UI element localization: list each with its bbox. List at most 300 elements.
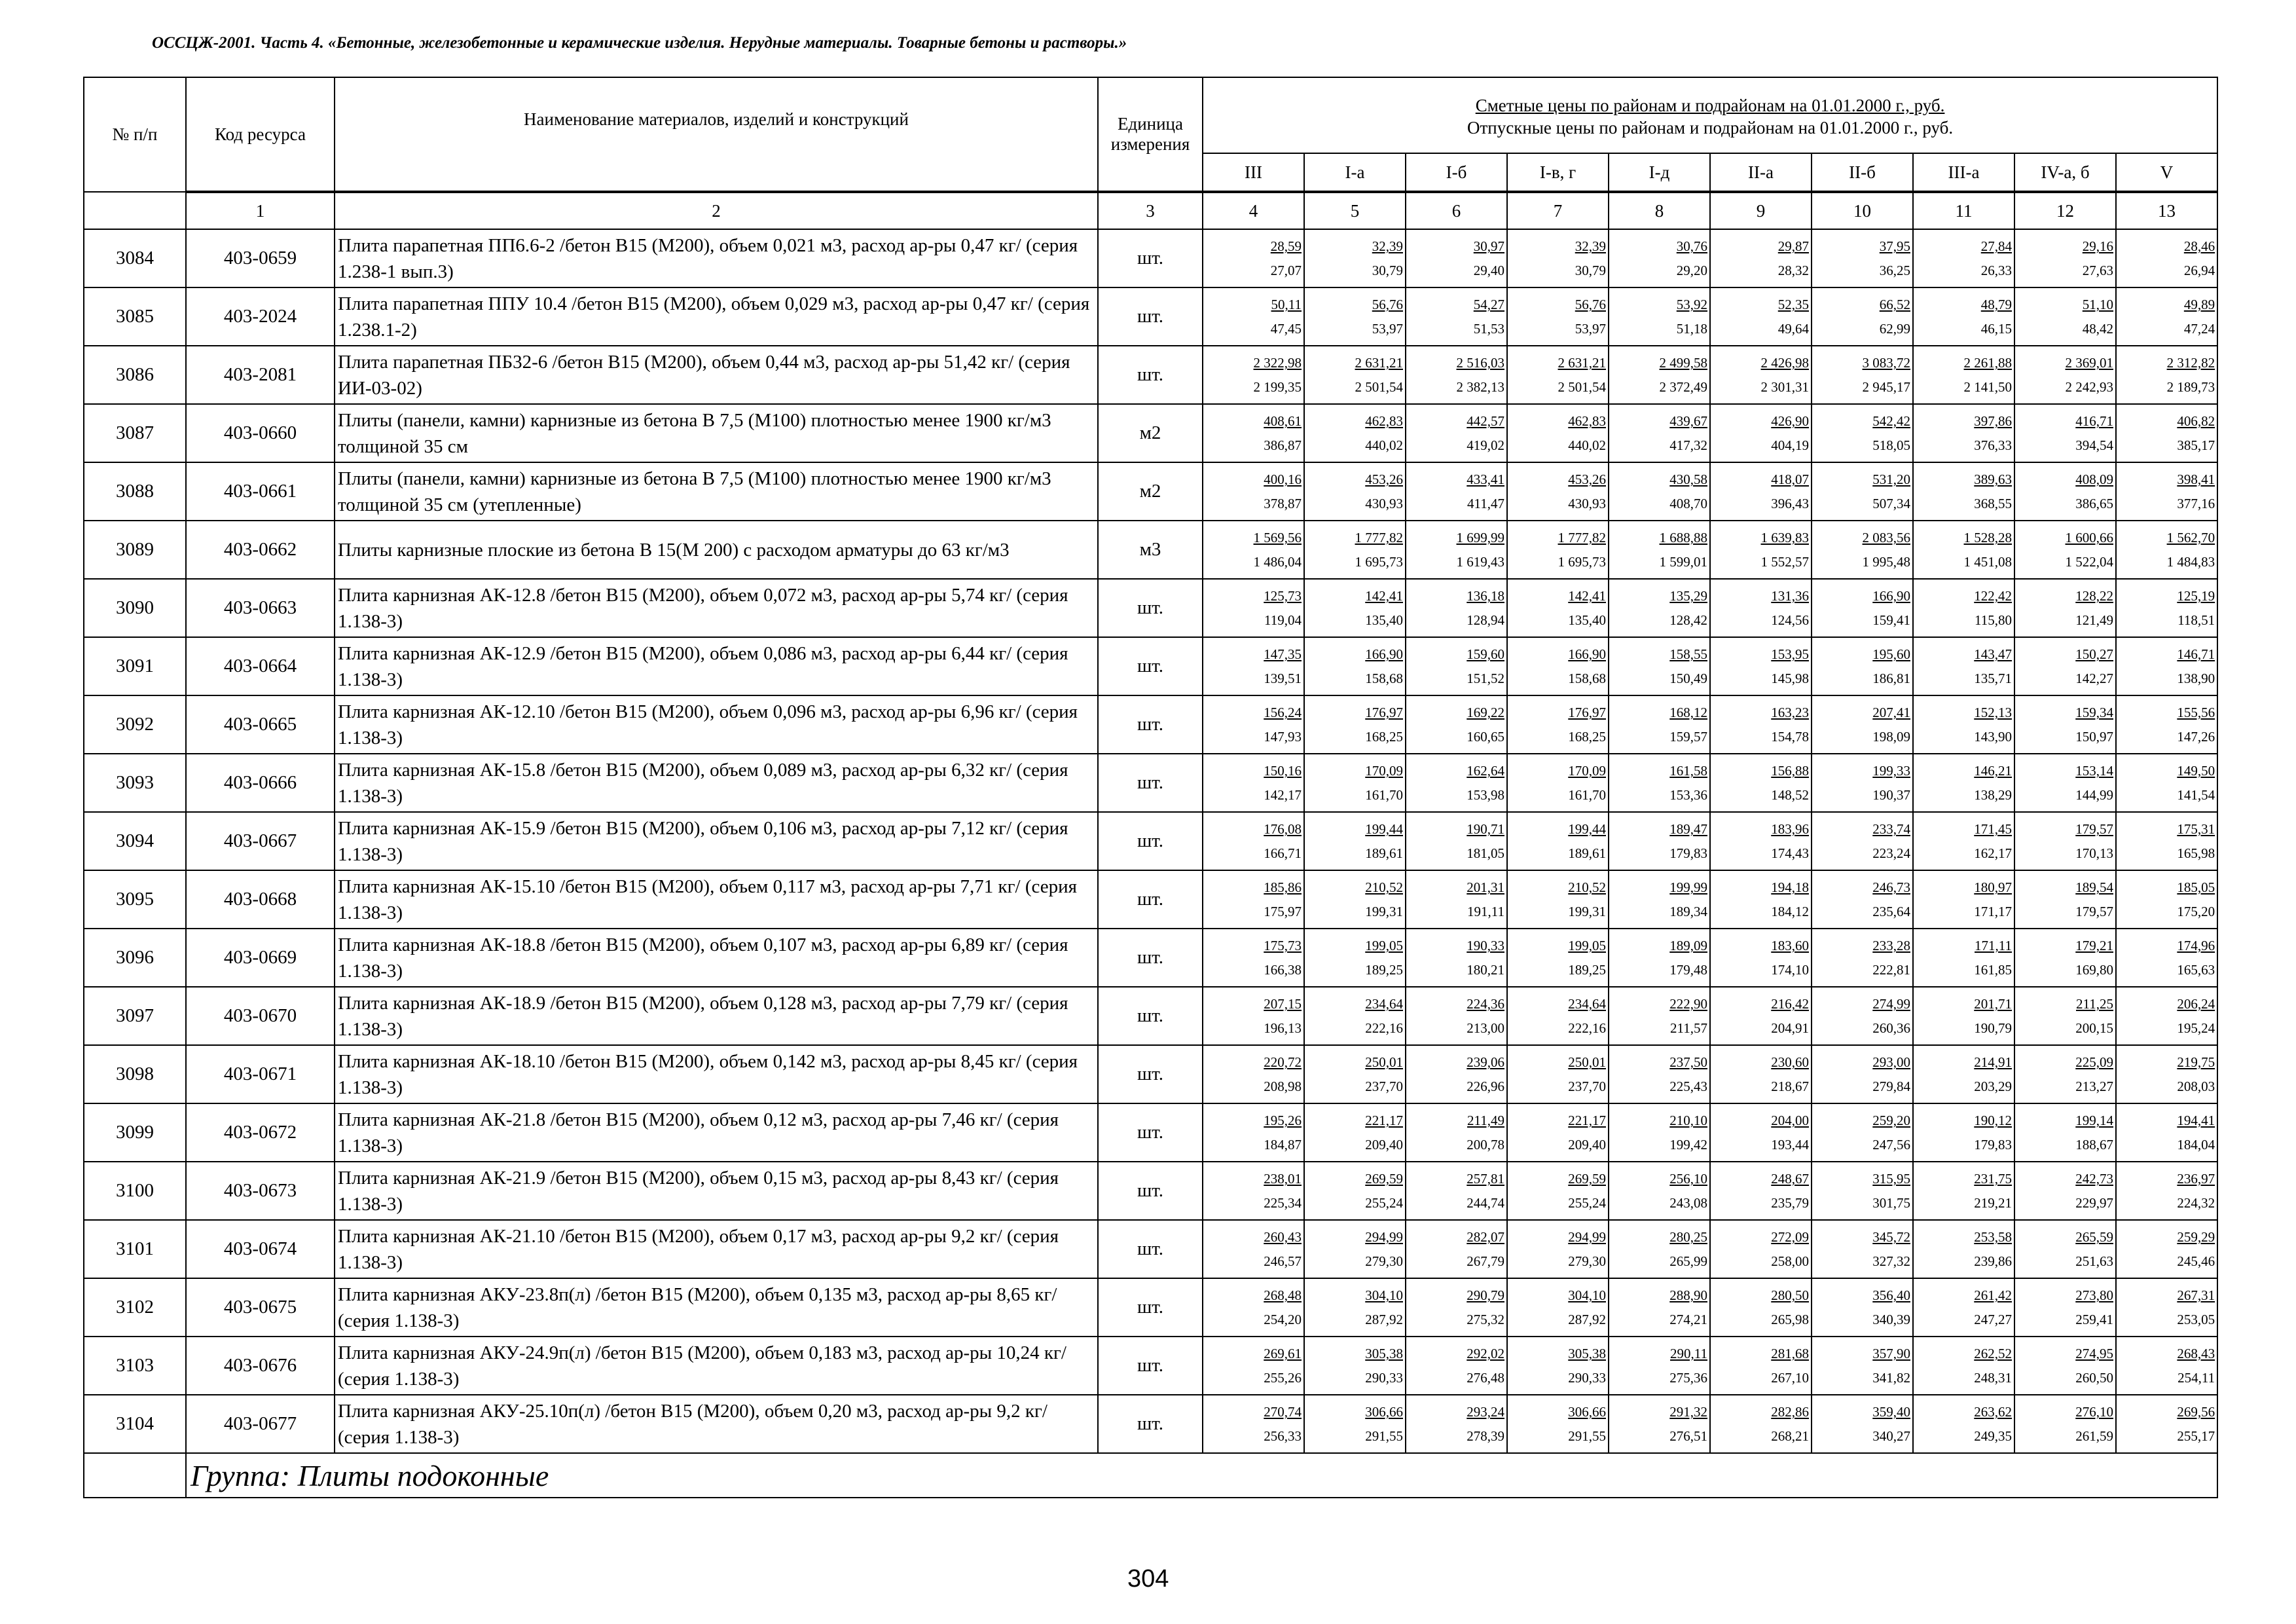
estimate-price: 152,13 <box>1974 705 2012 720</box>
release-price: 135,40 <box>1365 612 1403 628</box>
release-price: 145,98 <box>1771 671 1809 686</box>
estimate-price: 201,31 <box>1467 879 1504 895</box>
table-row <box>84 1045 2217 1103</box>
release-price: 275,36 <box>1669 1370 1707 1386</box>
price-cell <box>2014 1103 2116 1162</box>
release-price: 162,17 <box>1974 845 2012 861</box>
estimate-price: 146,21 <box>1974 763 2012 779</box>
price-cell <box>1609 1220 1710 1278</box>
estimate-price: 155,56 <box>2177 705 2215 720</box>
price-cell <box>1710 1220 1812 1278</box>
release-price: 224,32 <box>2177 1195 2215 1211</box>
estimate-price: 53,92 <box>1676 297 1707 312</box>
price-cell <box>1913 579 2014 637</box>
estimate-price: 282,07 <box>1467 1229 1504 1245</box>
material-name: Плита карнизная АК-21.10 /бетон B15 (М200), объем 0,17 м3, расход ар-ры 9,2 кг/ (серия 1.138-3) <box>335 1220 1098 1278</box>
unit-of-measure: шт. <box>1098 1045 1203 1103</box>
release-price: 1 451,08 <box>1963 554 2012 570</box>
row-number: 3084 <box>84 229 186 287</box>
estimate-price: 406,82 <box>2177 413 2215 429</box>
row-number: 3100 <box>84 1162 186 1220</box>
resource-code: 403-0676 <box>186 1337 335 1395</box>
estimate-price: 442,57 <box>1467 413 1504 429</box>
estimate-price: 180,97 <box>1974 879 2012 895</box>
release-price: 255,17 <box>2177 1428 2215 1444</box>
table-body <box>84 229 2217 1498</box>
price-cell <box>1304 1045 1406 1103</box>
release-price: 2 242,93 <box>2065 379 2113 395</box>
price-cell <box>1304 1278 1406 1337</box>
release-price: 184,87 <box>1264 1137 1302 1153</box>
price-cell <box>1913 462 2014 521</box>
price-cell <box>2116 521 2217 579</box>
release-price: 430,93 <box>1365 496 1403 511</box>
estimate-price: 153,95 <box>1771 646 1809 662</box>
table-row <box>84 987 2217 1045</box>
price-cell <box>1913 1162 2014 1220</box>
price-cell <box>1812 987 1913 1045</box>
estimate-price: 294,99 <box>1568 1229 1606 1245</box>
price-cell <box>1406 695 1507 754</box>
resource-code: 403-0661 <box>186 462 335 521</box>
estimate-price: 189,09 <box>1669 938 1707 953</box>
price-cell <box>1406 579 1507 637</box>
estimate-price: 183,60 <box>1771 938 1809 953</box>
price-cell <box>1507 637 1609 695</box>
price-cell <box>1203 870 1304 929</box>
estimate-price: 210,10 <box>1669 1113 1707 1128</box>
release-price: 47,24 <box>2183 321 2215 337</box>
price-cell <box>1913 1337 2014 1395</box>
estimate-price: 199,14 <box>2075 1113 2113 1128</box>
price-cell <box>1203 637 1304 695</box>
estimate-price: 135,29 <box>1669 588 1707 604</box>
resource-code: 403-0665 <box>186 695 335 754</box>
release-price: 278,39 <box>1467 1428 1504 1444</box>
price-cell <box>1913 287 2014 346</box>
price-cell <box>1304 870 1406 929</box>
resource-code: 403-0670 <box>186 987 335 1045</box>
price-cell <box>1203 404 1304 462</box>
release-price: 200,78 <box>1467 1137 1504 1153</box>
estimate-price: 220,72 <box>1264 1054 1302 1070</box>
release-price: 186,81 <box>1872 671 1910 686</box>
price-cell <box>1203 754 1304 812</box>
release-price: 29,40 <box>1473 263 1504 278</box>
header-colnum: 5 <box>1304 192 1406 229</box>
header-region: IV-а, б <box>2014 153 2116 192</box>
price-cell <box>1507 754 1609 812</box>
release-price: 260,36 <box>1872 1020 1910 1036</box>
table-row <box>84 870 2217 929</box>
price-cell <box>1609 1395 1710 1453</box>
price-cell <box>1304 287 1406 346</box>
estimate-price: 315,95 <box>1872 1171 1910 1187</box>
estimate-price: 195,60 <box>1872 646 1910 662</box>
row-number: 3089 <box>84 521 186 579</box>
estimate-price: 32,39 <box>1372 238 1403 254</box>
estimate-price: 462,83 <box>1365 413 1403 429</box>
estimate-price: 199,99 <box>1669 879 1707 895</box>
resource-code: 403-0674 <box>186 1220 335 1278</box>
price-cell <box>2014 637 2116 695</box>
price-cell <box>1609 229 1710 287</box>
release-price: 2 382,13 <box>1456 379 1504 395</box>
release-price: 200,15 <box>2075 1020 2113 1036</box>
estimate-price: 2 312,82 <box>2166 355 2215 371</box>
column-number-row <box>84 192 2217 229</box>
price-cell <box>1710 346 1812 404</box>
header-colnum: 9 <box>1710 192 1812 229</box>
release-price: 404,19 <box>1771 437 1809 453</box>
price-cell <box>1304 1337 1406 1395</box>
release-price: 417,32 <box>1669 437 1707 453</box>
price-cell <box>1812 346 1913 404</box>
price-cell <box>1507 229 1609 287</box>
unit-of-measure: шт. <box>1098 1395 1203 1453</box>
release-price: 235,79 <box>1771 1195 1809 1211</box>
price-cell <box>1203 695 1304 754</box>
release-price: 168,25 <box>1568 729 1606 745</box>
estimate-price: 170,09 <box>1365 763 1403 779</box>
price-cell <box>1812 1220 1913 1278</box>
price-cell <box>1609 695 1710 754</box>
row-number: 3085 <box>84 287 186 346</box>
release-price: 62,99 <box>1879 321 1910 337</box>
price-cell <box>1812 695 1913 754</box>
release-price: 141,54 <box>2177 787 2215 803</box>
release-price: 161,85 <box>1974 962 2012 978</box>
price-cell <box>1710 754 1812 812</box>
header-colnum: 10 <box>1812 192 1913 229</box>
release-price: 2 501,54 <box>1355 379 1403 395</box>
material-name: Плита карнизная АК-15.10 /бетон B15 (М200), объем 0,117 м3, расход ар-ры 7,71 кг/ (серия 1.138-3) <box>335 870 1098 929</box>
release-price: 139,51 <box>1264 671 1302 686</box>
release-price: 274,21 <box>1669 1312 1707 1327</box>
release-price: 419,02 <box>1467 437 1504 453</box>
estimate-price: 2 369,01 <box>2065 355 2113 371</box>
estimate-price: 294,99 <box>1365 1229 1403 1245</box>
estimate-price: 28,46 <box>2183 238 2215 254</box>
estimate-price: 221,17 <box>1568 1113 1606 1128</box>
table-row <box>84 754 2217 812</box>
release-price: 267,79 <box>1467 1253 1504 1269</box>
price-cell <box>1609 1278 1710 1337</box>
estimate-price: 179,21 <box>2075 938 2113 953</box>
price-cell <box>1406 287 1507 346</box>
estimate-price: 260,43 <box>1264 1229 1302 1245</box>
release-price: 260,50 <box>2075 1370 2113 1386</box>
price-cell <box>1203 229 1304 287</box>
price-cell <box>1913 1045 2014 1103</box>
document-header: ОССЦЖ-2001. Часть 4. «Бетонные, железобетонные и керамические изделия. Нерудные материалы. Товарные бетоны и растворы.» <box>152 34 1127 52</box>
price-cell <box>2014 754 2116 812</box>
table-row <box>84 521 2217 579</box>
estimate-price: 27,84 <box>1980 238 2012 254</box>
price-cell <box>1913 521 2014 579</box>
release-price: 2 189,73 <box>2166 379 2215 395</box>
resource-code: 403-0659 <box>186 229 335 287</box>
price-cell <box>1203 1278 1304 1337</box>
price-cell <box>1609 637 1710 695</box>
release-price: 259,41 <box>2075 1312 2113 1327</box>
release-price: 119,04 <box>1264 612 1302 628</box>
release-price: 378,87 <box>1264 496 1302 511</box>
price-cell <box>1406 1278 1507 1337</box>
row-number: 3101 <box>84 1220 186 1278</box>
material-name: Плита карнизная АК-15.8 /бетон B15 (М200), объем 0,089 м3, расход ар-ры 6,32 кг/ (серия 1.138-3) <box>335 754 1098 812</box>
release-price: 225,43 <box>1669 1079 1707 1094</box>
price-cell <box>1507 1395 1609 1453</box>
row-number: 3088 <box>84 462 186 521</box>
estimate-price: 256,10 <box>1669 1171 1707 1187</box>
price-cell <box>1609 1045 1710 1103</box>
header-region: I-д <box>1609 153 1710 192</box>
row-number: 3098 <box>84 1045 186 1103</box>
header-colnum: 13 <box>2116 192 2217 229</box>
unit-of-measure: м3 <box>1098 521 1203 579</box>
price-cell <box>1812 1395 1913 1453</box>
release-price: 1 995,48 <box>1862 554 1910 570</box>
table-row <box>84 812 2217 870</box>
estimate-price: 29,16 <box>2082 238 2113 254</box>
unit-of-measure: шт. <box>1098 1278 1203 1337</box>
row-number: 3096 <box>84 929 186 987</box>
release-price: 261,59 <box>2075 1428 2113 1444</box>
estimate-price: 211,25 <box>2076 996 2113 1012</box>
header-prices-estimate: Сметные цены по районам и подрайонам на 01.01.2000 г., руб. <box>1475 96 1945 115</box>
header-region: II-б <box>1812 153 1913 192</box>
estimate-price: 211,49 <box>1467 1113 1504 1128</box>
release-price: 193,44 <box>1771 1137 1809 1153</box>
unit-of-measure: шт. <box>1098 579 1203 637</box>
release-price: 1 522,04 <box>2065 554 2113 570</box>
estimate-price: 1 777,82 <box>1558 530 1606 545</box>
estimate-price: 37,95 <box>1879 238 1910 254</box>
price-cell <box>1406 346 1507 404</box>
price-cell <box>1304 404 1406 462</box>
material-name: Плита карнизная АК-18.10 /бетон B15 (М200), объем 0,142 м3, расход ар-ры 8,45 кг/ (серия 1.138-3) <box>335 1045 1098 1103</box>
table-row <box>84 1278 2217 1337</box>
estimate-price: 2 322,98 <box>1253 355 1302 371</box>
estimate-price: 49,89 <box>2183 297 2215 312</box>
estimate-price: 288,90 <box>1669 1287 1707 1303</box>
header-region: I-а <box>1304 153 1406 192</box>
release-price: 128,94 <box>1467 612 1504 628</box>
release-price: 256,33 <box>1264 1428 1302 1444</box>
estimate-price: 1 639,83 <box>1760 530 1809 545</box>
release-price: 160,65 <box>1467 729 1504 745</box>
release-price: 327,32 <box>1872 1253 1910 1269</box>
release-price: 199,31 <box>1365 904 1403 919</box>
release-price: 179,57 <box>2075 904 2113 919</box>
estimate-price: 125,73 <box>1264 588 1302 604</box>
release-price: 138,29 <box>1974 787 2012 803</box>
estimate-price: 224,36 <box>1467 996 1504 1012</box>
price-cell <box>1913 1395 2014 1453</box>
price-cell <box>2116 462 2217 521</box>
estimate-price: 293,00 <box>1872 1054 1910 1070</box>
estimate-price: 273,80 <box>2075 1287 2113 1303</box>
release-price: 49,64 <box>1777 321 1809 337</box>
release-price: 169,80 <box>2075 962 2113 978</box>
release-price: 53,97 <box>1372 321 1403 337</box>
header-unit: Единица измерения <box>1098 77 1203 192</box>
price-cell <box>1812 1337 1913 1395</box>
estimate-price: 199,44 <box>1365 821 1403 837</box>
material-name: Плита карнизная АК-18.8 /бетон B15 (М200), объем 0,107 м3, расход ар-ры 6,89 кг/ (серия 1.138-3) <box>335 929 1098 987</box>
release-price: 247,27 <box>1974 1312 2012 1327</box>
unit-of-measure: шт. <box>1098 870 1203 929</box>
release-price: 147,93 <box>1264 729 1302 745</box>
estimate-price: 30,76 <box>1676 238 1707 254</box>
release-price: 121,49 <box>2075 612 2113 628</box>
release-price: 1 619,43 <box>1456 554 1504 570</box>
release-price: 204,91 <box>1771 1020 1809 1036</box>
estimate-price: 54,27 <box>1473 297 1504 312</box>
estimate-price: 269,61 <box>1264 1346 1302 1361</box>
price-cell <box>2116 1162 2217 1220</box>
estimate-price: 234,64 <box>1568 996 1606 1012</box>
row-number: 3094 <box>84 812 186 870</box>
header-region: III <box>1203 153 1304 192</box>
estimate-price: 30,97 <box>1473 238 1504 254</box>
release-price: 290,33 <box>1365 1370 1403 1386</box>
estimate-price: 416,71 <box>2075 413 2113 429</box>
price-cell <box>1913 870 2014 929</box>
row-number: 3091 <box>84 637 186 695</box>
estimate-price: 221,17 <box>1365 1113 1403 1128</box>
header-colnum: 4 <box>1203 192 1304 229</box>
release-price: 385,17 <box>2177 437 2215 453</box>
release-price: 148,52 <box>1771 787 1809 803</box>
price-cell <box>1406 1103 1507 1162</box>
price-cell <box>1304 1103 1406 1162</box>
price-cell <box>1913 812 2014 870</box>
price-cell <box>2116 929 2217 987</box>
estimate-price: 162,64 <box>1467 763 1504 779</box>
price-cell <box>2116 287 2217 346</box>
price-cell <box>1710 637 1812 695</box>
release-price: 226,96 <box>1467 1079 1504 1094</box>
estimate-price: 389,63 <box>1974 471 2012 487</box>
release-price: 222,16 <box>1365 1020 1403 1036</box>
release-price: 147,26 <box>2177 729 2215 745</box>
release-price: 36,25 <box>1879 263 1910 278</box>
estimate-price: 142,41 <box>1365 588 1403 604</box>
estimate-price: 150,27 <box>2075 646 2113 662</box>
estimate-price: 2 499,58 <box>1659 355 1707 371</box>
price-cell <box>2116 1220 2217 1278</box>
release-price: 258,00 <box>1771 1253 1809 1269</box>
header-colnum: 2 <box>335 192 1098 229</box>
release-price: 291,55 <box>1568 1428 1606 1444</box>
price-cell <box>2014 462 2116 521</box>
estimate-price: 222,90 <box>1669 996 1707 1012</box>
price-cell <box>1203 1395 1304 1453</box>
price-cell <box>1609 754 1710 812</box>
estimate-price: 125,19 <box>2177 588 2215 604</box>
release-price: 1 599,01 <box>1659 554 1707 570</box>
estimate-price: 207,15 <box>1264 996 1302 1012</box>
estimate-price: 142,41 <box>1568 588 1606 604</box>
release-price: 209,40 <box>1568 1137 1606 1153</box>
price-cell <box>1203 287 1304 346</box>
estimate-price: 246,73 <box>1872 879 1910 895</box>
header-prices <box>1203 77 2217 153</box>
estimate-price: 166,90 <box>1872 588 1910 604</box>
price-cell <box>2116 346 2217 404</box>
material-name: Плита карнизная АК-12.10 /бетон B15 (М200), объем 0,096 м3, расход ар-ры 6,96 кг/ (серия 1.138-3) <box>335 695 1098 754</box>
row-number: 3095 <box>84 870 186 929</box>
estimate-price: 257,81 <box>1467 1171 1504 1187</box>
estimate-price: 270,74 <box>1264 1404 1302 1420</box>
price-cell <box>2014 929 2116 987</box>
release-price: 175,20 <box>2177 904 2215 919</box>
price-cell <box>1507 287 1609 346</box>
row-number: 3093 <box>84 754 186 812</box>
price-cell <box>2116 1045 2217 1103</box>
price-cell <box>1304 462 1406 521</box>
price-cell <box>1304 521 1406 579</box>
estimate-price: 2 426,98 <box>1760 355 1809 371</box>
release-price: 51,53 <box>1473 321 1504 337</box>
price-cell <box>1710 1162 1812 1220</box>
price-cell <box>1812 929 1913 987</box>
price-cell <box>1710 287 1812 346</box>
price-cell <box>2116 637 2217 695</box>
page-number: 304 <box>1127 1565 1169 1593</box>
estimate-price: 166,90 <box>1365 646 1403 662</box>
header-colnum: 1 <box>186 192 335 229</box>
release-price: 51,18 <box>1676 321 1707 337</box>
estimate-price: 206,24 <box>2177 996 2215 1012</box>
release-price: 268,21 <box>1771 1428 1809 1444</box>
resource-code: 403-0677 <box>186 1395 335 1453</box>
estimate-price: 1 699,99 <box>1456 530 1504 545</box>
price-cell <box>1507 1162 1609 1220</box>
estimate-price: 293,24 <box>1467 1404 1504 1420</box>
header-region: I-б <box>1406 153 1507 192</box>
estimate-price: 359,40 <box>1872 1404 1910 1420</box>
estimate-price: 176,97 <box>1365 705 1403 720</box>
table-row <box>84 929 2217 987</box>
price-cell <box>1710 404 1812 462</box>
price-cell <box>1304 812 1406 870</box>
estimate-price: 143,47 <box>1974 646 2012 662</box>
price-cell <box>1203 346 1304 404</box>
estimate-price: 207,41 <box>1872 705 1910 720</box>
estimate-price: 531,20 <box>1872 471 1910 487</box>
release-price: 394,54 <box>2075 437 2113 453</box>
price-cell <box>2116 812 2217 870</box>
price-cell <box>1406 404 1507 462</box>
header-colnum-blank <box>84 192 186 229</box>
price-cell <box>1304 987 1406 1045</box>
price-cell <box>2014 521 2116 579</box>
release-price: 276,51 <box>1669 1428 1707 1444</box>
release-price: 138,90 <box>2177 671 2215 686</box>
material-name: Плита карнизная АК-18.9 /бетон B15 (М200), объем 0,128 м3, расход ар-ры 7,79 кг/ (серия 1.138-3) <box>335 987 1098 1045</box>
release-price: 28,32 <box>1777 263 1809 278</box>
release-price: 124,56 <box>1771 612 1809 628</box>
release-price: 287,92 <box>1568 1312 1606 1327</box>
estimate-price: 274,99 <box>1872 996 1910 1012</box>
price-cell <box>2014 987 2116 1045</box>
price-cell <box>1304 754 1406 812</box>
release-price: 150,97 <box>2075 729 2113 745</box>
estimate-price: 1 569,56 <box>1253 530 1302 545</box>
